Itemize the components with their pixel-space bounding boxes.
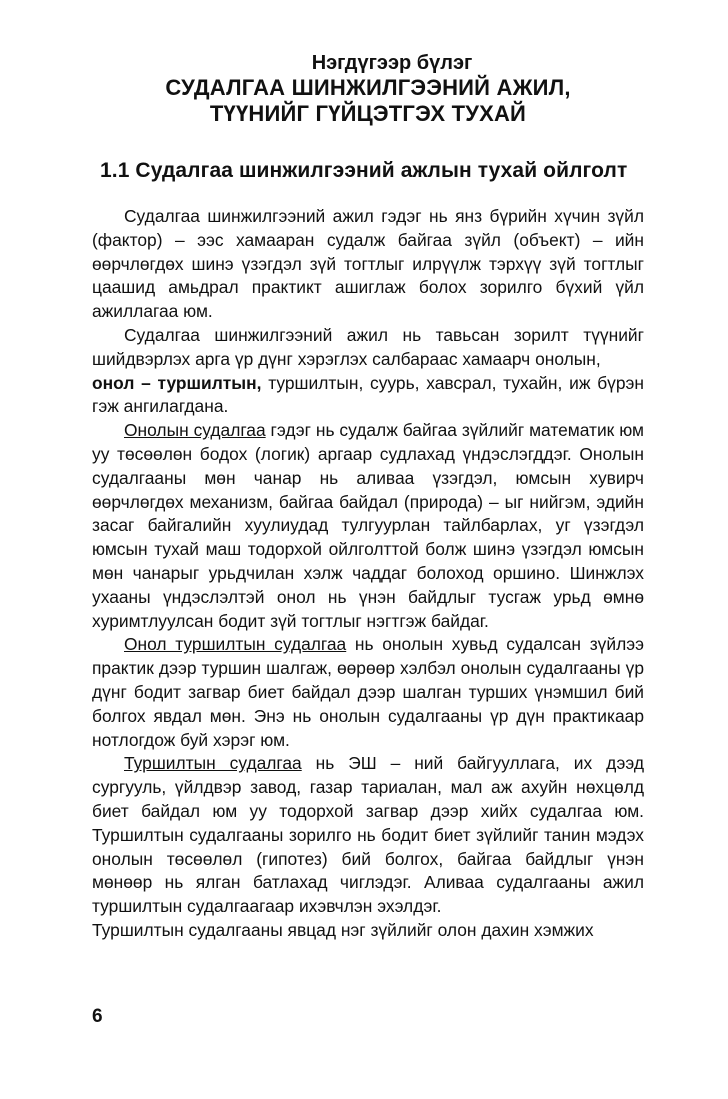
theory-experiment-research-text: нь онолын хувьд судалсан зүйлээ практик дээр туршин шалгаж, өөрөөр хэлбэл онолын судалгааны үр дүнг бодит загвар биет байдал дээр шалган турших үнэмшил бий болгох явдал мөн. Энэ нь онолын судалгааны үр дүн практикаар нотлогдож буй хэрэг юм. — [92, 634, 644, 750]
section-heading: 1.1 Судалгаа шинжилгээний ажлын тухай ойлголт — [100, 159, 628, 182]
experimental-research-text: нь ЭШ – ний байгууллага, их дээд сургууль, үйлдвэр завод, газар тариалан, мал аж ахуйн нөхцөлд биет байдал юм уу тодорхой загвар дээр хийх судалгаа юм. Туршилтын судалгааны зорилго нь бодит биет зүйлийг танин мэдэх онолын төсөөлөл (гипотез) бий болгох, байгаа байдлыг үнэн мөнөөр нь ялган батлахад чиглэдэг. Аливаа судалгааны ажил туршилтын судалгаагаар ихэвчлэн эхэлдэг. — [92, 753, 644, 917]
chapter-header — [92, 52, 644, 126]
paragraph-classification — [92, 324, 644, 419]
theoretical-research-text: гэдэг нь судалж байгаа зүйлийг математик юм уу төсөөлөн бодох (логик) аргаар судлахад үндэслэгддэг. Онолын судалгааны мөн чанар нь аливаа үзэгдэл, юмсын хувирч өөрчлөгдөх механизм, байгаа байдал (природа) – ыг нийгэм, эдийн засаг байгалийн хуулиудад тулгуурлан тайлбарлах, уг үзэгдэл юмсын тухай маш тодорхой ойлголттой болж шинэ үзэгдэл юмсын мөн чанарыг урьдчилан хэлж чаддаг болоход оршино. Шинжлэх ухааны үндэслэлтэй онол нь үнэн байдлыг тусгаж урьд өмнө хуримтлуулсан бодит зүй тогтлыг нэгтгэж байдаг. — [92, 420, 644, 631]
classification-text-end: туршилтын, суурь, хавсрал, тухайн, иж бүрэн гэж ангилагдана. — [92, 372, 644, 417]
page-number: 6 — [92, 1006, 103, 1027]
paragraph-measurement: Туршилтын судалгааны явцад нэг зүйлийг олон дахин хэмжих — [92, 919, 594, 940]
chapter-label: Нэгдүгээр бүлэг — [311, 52, 473, 74]
paragraph-theoretical-research — [92, 419, 644, 633]
term-theory-experiment-research: Онол туршилтын судалгаа — [124, 634, 347, 655]
term-experimental-research: Туршилтын судалгаа — [124, 753, 302, 774]
paragraph-experimental-research — [92, 752, 644, 919]
term-theoretical-research: Онолын судалгаа — [124, 420, 266, 441]
chapter-title-line1: СУДАЛГАА ШИНЖИЛГЭЭНИЙ АЖИЛ, — [165, 75, 571, 100]
classification-text-start: Судалгаа шинжилгээний ажил нь тавьсан зорилт түүнийг шийдвэрлэх арга үр дүнг хэрэглэх салбараас хамаарч онолын, — [92, 324, 644, 369]
paragraph-definition: Судалгаа шинжилгээний ажил гэдэг нь янз бүрийн хүчин зүйл (фактор) – ээс хамааран судалж байгаа зүйл (объект) – ийн өөрчлөгдөх шинэ үзэгдэл зүй тогтлыг илрүүлж тэрхүү зүй тогтлыг цаашид амьдрал практикт ашиглаж болох зорилго бүхий үйл ажиллагаа юм. — [92, 206, 644, 322]
paragraph-theory-experiment-research — [92, 633, 644, 752]
chapter-title-line2: ТҮҮНИЙГ ГҮЙЦЭТГЭХ ТУХАЙ — [209, 101, 527, 126]
classification-bold-term: онол – туршилтын, — [92, 372, 262, 393]
